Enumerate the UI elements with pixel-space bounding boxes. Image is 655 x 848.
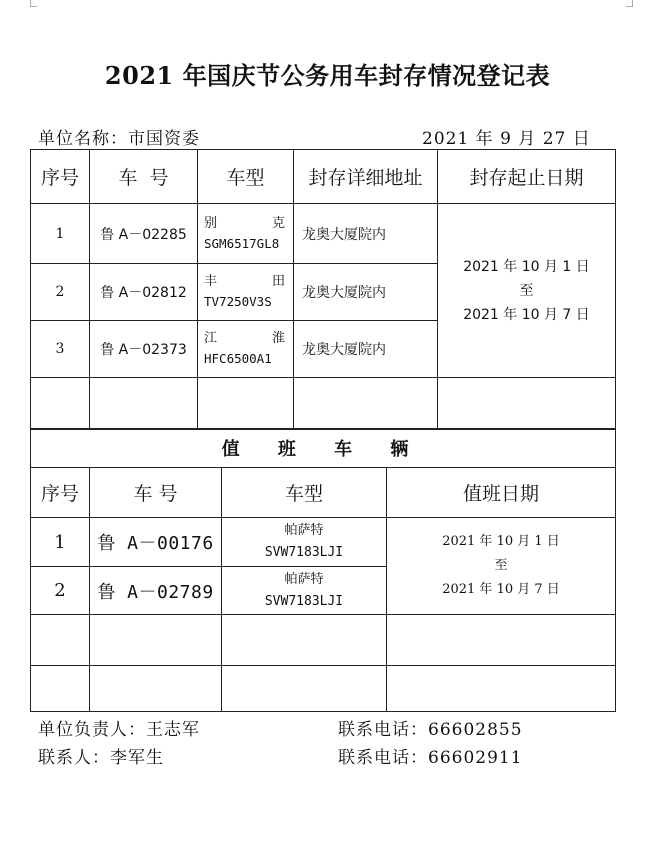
date-end: 2021 年 10 月 7 日 bbox=[463, 306, 590, 323]
date-to: 至 bbox=[494, 558, 508, 573]
header-address: 封存详细地址 bbox=[294, 150, 438, 204]
table-row bbox=[31, 204, 616, 264]
sealed-vehicles-table bbox=[30, 149, 616, 430]
empty-cell bbox=[31, 666, 90, 712]
header-model: 车型 bbox=[198, 150, 294, 204]
model-code: SVW7183LJI bbox=[264, 593, 344, 609]
brand-name: 帕萨特 bbox=[284, 571, 324, 587]
brand-char: 别 bbox=[204, 215, 218, 231]
header-date-range: 封存起止日期 bbox=[438, 150, 616, 204]
empty-cell bbox=[294, 378, 438, 430]
row-index: 3 bbox=[31, 321, 90, 378]
date-start: 2021 年 10 月 1 日 bbox=[463, 258, 590, 275]
plate-number: 鲁 A－02789 bbox=[90, 567, 222, 615]
empty-cell bbox=[438, 378, 616, 430]
plate-number: 鲁 A－00176 bbox=[90, 518, 222, 567]
table-row bbox=[31, 518, 616, 567]
brand-char: 江 bbox=[204, 331, 218, 346]
duty-section-title: 值 班 车 辆 bbox=[31, 429, 616, 468]
date-to: 至 bbox=[519, 282, 534, 299]
leader-phone: 联系电话：66602855 bbox=[338, 720, 523, 740]
crop-mark-left bbox=[30, 0, 37, 7]
empty-row bbox=[31, 666, 616, 712]
vehicle-model bbox=[198, 204, 294, 264]
row-index: 2 bbox=[31, 567, 90, 615]
plate-number: 鲁 A－02285 bbox=[90, 204, 198, 264]
header-index: 序号 bbox=[31, 468, 90, 518]
document-title: 2021 年国庆节公务用车封存情况登记表 bbox=[104, 61, 551, 90]
empty-cell bbox=[90, 666, 222, 712]
seal-date-range bbox=[438, 204, 616, 378]
row-index: 1 bbox=[31, 204, 90, 264]
contact-phone: 联系电话：66602911 bbox=[338, 748, 523, 768]
model-code: SGM6517GL8 bbox=[204, 235, 280, 251]
empty-cell bbox=[31, 378, 90, 430]
model-code: HFC6500A1 bbox=[204, 351, 272, 366]
row-index: 1 bbox=[31, 518, 90, 567]
model-code: SVW7183LJI bbox=[264, 545, 344, 560]
vehicle-model bbox=[198, 264, 294, 321]
brand-char: 克 bbox=[271, 215, 285, 231]
date-start: 2021 年 10 月 1 日 bbox=[442, 534, 560, 549]
empty-row bbox=[31, 378, 616, 430]
duty-header-row bbox=[31, 468, 616, 518]
header-model: 车型 bbox=[222, 468, 387, 518]
vehicle-model bbox=[222, 518, 387, 567]
crop-mark-right bbox=[626, 0, 633, 7]
row-index: 2 bbox=[31, 264, 90, 321]
vehicle-model bbox=[198, 321, 294, 378]
header-plate: 车 号 bbox=[90, 468, 222, 518]
model-code: TV7250V3S bbox=[204, 294, 272, 309]
empty-cell bbox=[387, 666, 616, 712]
empty-cell bbox=[222, 666, 387, 712]
plate-number: 鲁 A－02812 bbox=[90, 264, 198, 321]
seal-address: 龙奥大厦院内 bbox=[294, 264, 438, 321]
fill-date: 2021 年 9 月 27 日 bbox=[422, 129, 591, 149]
header-plate: 车 号 bbox=[90, 150, 198, 204]
duty-vehicles-table bbox=[30, 428, 616, 712]
brand-char: 丰 bbox=[204, 274, 218, 289]
empty-cell bbox=[222, 615, 387, 666]
duty-section-row bbox=[31, 429, 616, 468]
unit-name: 单位名称：市国资委 bbox=[38, 129, 200, 149]
empty-cell bbox=[387, 615, 616, 666]
vehicle-model bbox=[222, 567, 387, 615]
header-duty-date: 值班日期 bbox=[387, 468, 616, 518]
leader-name: 单位负责人：王志军 bbox=[38, 720, 200, 740]
empty-cell bbox=[90, 615, 222, 666]
brand-char: 淮 bbox=[271, 331, 285, 346]
seal-address: 龙奥大厦院内 bbox=[294, 321, 438, 378]
duty-date-range bbox=[387, 518, 616, 615]
header-index: 序号 bbox=[31, 150, 90, 204]
sealed-header-row bbox=[31, 150, 616, 204]
seal-address: 龙奥大厦院内 bbox=[294, 204, 438, 264]
empty-cell bbox=[90, 378, 198, 430]
empty-cell bbox=[31, 615, 90, 666]
empty-row bbox=[31, 615, 616, 666]
date-end: 2021 年 10 月 7 日 bbox=[442, 582, 560, 597]
brand-char: 田 bbox=[271, 274, 285, 289]
empty-cell bbox=[198, 378, 294, 430]
contact-name: 联系人：李军生 bbox=[38, 748, 164, 768]
plate-number: 鲁 A－02373 bbox=[90, 321, 198, 378]
brand-name: 帕萨特 bbox=[284, 523, 324, 538]
